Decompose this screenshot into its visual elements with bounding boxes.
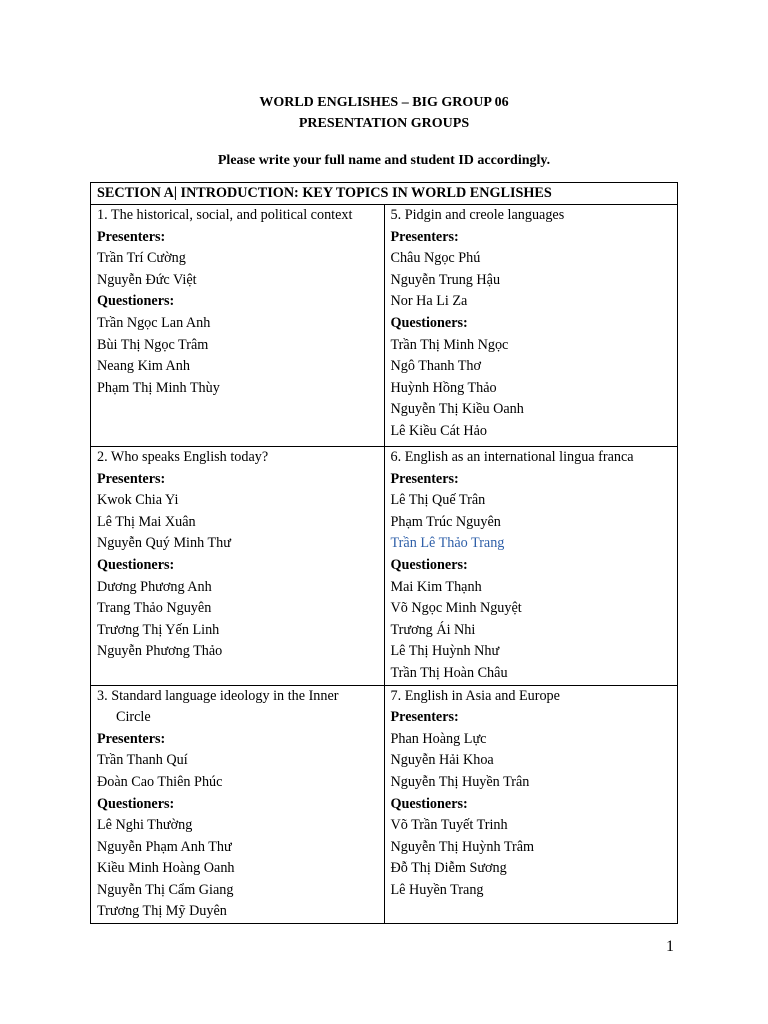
topic-title-continued: Circle [116, 709, 151, 726]
questioner-name: Lê Huyền Trang [390, 881, 484, 898]
presenters-label: Presenters: [390, 709, 459, 726]
questioner-name: Dương Phương Anh [97, 578, 212, 595]
questioner-name: Nguyễn Phương Thảo [97, 643, 223, 660]
topic-title: 3. Standard language ideology in the Inner [97, 687, 339, 704]
presenter-name: Nguyễn Trung Hậu [390, 271, 501, 288]
topic-cell-7 [384, 685, 678, 924]
section-title: SECTION A| INTRODUCTION: KEY TOPICS IN WORLD ENGLISHES [97, 185, 552, 201]
questioner-name: Nguyễn Thị Huỳnh Trâm [390, 838, 535, 855]
questioners-label: Questioners: [390, 795, 468, 812]
presentation-groups-table [90, 182, 678, 924]
questioner-name: Nguyễn Phạm Anh Thư [97, 838, 232, 855]
presenter-name: Nguyễn Đức Việt [97, 271, 197, 288]
presenter-name: Nguyễn Hải Khoa [390, 752, 494, 769]
questioner-name: Nguyễn Thị Kiều Oanh [390, 401, 524, 418]
presenters-label: Presenters: [390, 228, 459, 245]
page-number: 1 [666, 938, 674, 955]
questioner-name: Võ Ngọc Minh Nguyệt [390, 600, 522, 617]
questioner-name: Lê Nghi Thường [97, 817, 193, 834]
questioner-name: Lê Thị Huỳnh Như [390, 643, 500, 660]
presenter-name: Đoàn Cao Thiên Phúc [97, 773, 223, 790]
questioner-name: Huỳnh Hồng Thảo [390, 379, 497, 396]
topic-cell-6 [384, 447, 678, 686]
questioner-name: Trương Ái Nhi [390, 621, 476, 638]
instruction-text: Please write your full name and student ID accordingly. [217, 153, 551, 168]
questioners-label: Questioners: [390, 556, 468, 573]
questioner-name: Trương Thị Mỹ Duyên [97, 903, 227, 920]
questioner-name: Bùi Thị Ngọc Trâm [97, 336, 209, 353]
presenter-name: Phạm Trúc Nguyên [390, 513, 501, 530]
document-title: WORLD ENGLISHES – BIG GROUP 06 [259, 95, 509, 110]
questioners-label: Questioners: [97, 795, 175, 812]
presenters-label: Presenters: [390, 470, 459, 487]
questioner-name: Neang Kim Anh [97, 358, 190, 375]
questioner-name: Võ Trần Tuyết Trinh [390, 817, 508, 834]
questioner-name: Ngô Thanh Thơ [390, 358, 482, 375]
topic-title: 7. English in Asia and Europe [390, 687, 560, 704]
topic-title: 2. Who speaks English today? [97, 449, 269, 465]
presenter-name: Nguyễn Quý Minh Thư [97, 535, 231, 552]
presenter-name: Trần Trí Cường [97, 250, 186, 267]
questioner-name: Phạm Thị Minh Thùy [97, 379, 220, 396]
topic-cell-5 [384, 205, 678, 447]
questioner-name: Trương Thị Yến Linh [97, 621, 220, 638]
presenter-name: Kwok Chia Yi [97, 492, 179, 509]
topic-title: 5. Pidgin and creole languages [390, 207, 565, 223]
presenter-name: Nguyễn Thị Huyền Trân [390, 773, 530, 790]
presenter-name: Châu Ngọc Phú [390, 250, 481, 267]
section-header-cell [91, 183, 678, 205]
questioner-name: Trần Ngọc Lan Anh [97, 314, 211, 331]
topic-cell-3 [91, 685, 385, 924]
presenter-name-link[interactable]: Trần Lê Thảo Trang [390, 535, 505, 552]
presenter-name: Lê Thị Quế Trân [390, 492, 486, 509]
topic-title: 6. English as an international lingua franca [390, 449, 634, 465]
presenter-name: Lê Thị Mai Xuân [97, 513, 196, 530]
questioner-name: Trang Thảo Nguyên [97, 600, 212, 617]
questioner-name: Trần Thị Hoàn Châu [390, 664, 508, 681]
document-subtitle: PRESENTATION GROUPS [298, 116, 470, 131]
presenter-name: Nor Ha Li Za [390, 293, 468, 310]
presenters-label: Presenters: [97, 470, 166, 487]
questioners-label: Questioners: [97, 556, 175, 573]
questioner-name: Mai Kim Thạnh [390, 578, 482, 595]
questioner-name: Kiều Minh Hoàng Oanh [97, 860, 235, 877]
questioner-name: Đỗ Thị Diễm Sương [390, 860, 507, 877]
presenters-label: Presenters: [97, 730, 166, 747]
questioners-label: Questioners: [390, 314, 468, 331]
presenter-name: Phan Hoàng Lực [390, 730, 487, 747]
topic-title: 1. The historical, social, and political context [97, 207, 353, 223]
presenter-name: Trần Thanh Quí [97, 752, 188, 769]
questioner-name: Lê Kiều Cát Hảo [390, 422, 488, 439]
questioner-name: Trần Thị Minh Ngọc [390, 336, 509, 353]
questioners-label: Questioners: [97, 293, 175, 310]
questioner-name: Nguyễn Thị Cẩm Giang [97, 881, 234, 898]
presenters-label: Presenters: [97, 228, 166, 245]
topic-cell-1 [91, 205, 385, 447]
topic-cell-2 [91, 447, 385, 686]
